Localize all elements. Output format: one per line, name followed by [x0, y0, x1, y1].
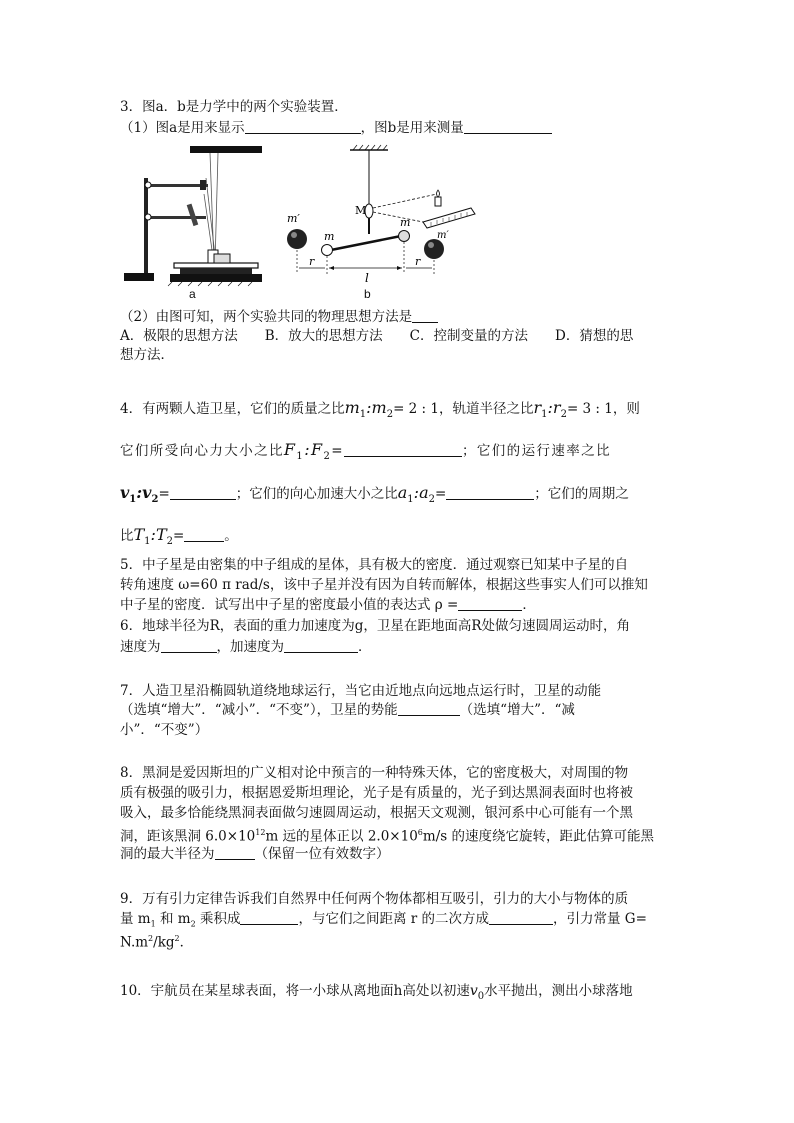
q4-period-ratio-symbols: $T_1:T_2$ — [133, 525, 173, 548]
figure-b-large-ball-right — [424, 239, 444, 259]
q10-v0-symbol: $v_0$ — [469, 983, 485, 1002]
q9-line2-text-a: 量 m — [120, 911, 151, 927]
q9-blank-2[interactable] — [489, 910, 553, 925]
q3-stem: 3．图a．b是力学中的两个实验装置． — [120, 99, 348, 115]
q8-line2: 质有极强的吸引力，根据恩爱斯坦理论，光子是有质量的，光子到达黑洞表面时也将被 — [120, 785, 633, 801]
figure-b-label: b — [364, 287, 371, 301]
q10-line1-text-b: 水平抛出，测出小球落地 — [484, 983, 633, 999]
q7-line2-text-a: （选填“增大”．“减小”．“不变”），卫星的势能 — [120, 702, 398, 718]
q4-line4-text-a: 比 — [120, 528, 134, 544]
q9-exp2: 2 — [174, 934, 180, 943]
q8-line5-text-a: 洞的最大半径为 — [120, 846, 215, 862]
q8-blank-radius[interactable] — [215, 845, 255, 860]
q8-line4-text-a: 洞，距该黑洞 6.0×10 — [120, 828, 256, 845]
q9-line2-text-d: ，与它们之间距离 r 的二次方成 — [298, 911, 490, 927]
q8-line1: 8．黑洞是爱因斯坦的广义相对论中预言的一种特殊天体，它的密度极大，对周围的物 — [120, 765, 629, 781]
q4-line1-text-a: 4．有两颗人造卫星，它们的质量之比 — [120, 401, 345, 417]
q9-line1: 9．万有引力定律告诉我们自然界中任何两个物体都相互吸引，引力的大小与物体的质 — [120, 891, 629, 907]
q9-blank-1[interactable] — [240, 910, 298, 925]
q9-sub1: 1 — [150, 919, 156, 929]
q9-exp1: 2 — [148, 934, 154, 943]
q3-blank-3[interactable] — [412, 308, 438, 323]
q7-line1: 7．人造卫星沿椭圆轨道绕地球运行，当它由近地点向远地点运行时，卫星的动能 — [120, 683, 602, 699]
q5-line3-text-a: 中子星的密度．试写出中子星的密度最小值的表达式 ρ = — [120, 597, 459, 613]
figure-a-top-plate — [190, 146, 262, 153]
q4-line4-text-b: 。 — [224, 528, 238, 544]
q9-line2 — [120, 910, 647, 934]
q4-blank-speed[interactable] — [170, 485, 236, 500]
q4-line1 — [120, 396, 640, 427]
q4-accel-ratio-symbols: $a_1:a_2$ — [397, 483, 435, 506]
q9-line3-text-c: ． — [179, 934, 194, 951]
q3-options-line1: A．极限的思想方法 B．放大的思想方法 C．控制变量的方法 D．猜想的思 — [120, 328, 634, 344]
figure-b-small-ball-left — [322, 245, 333, 256]
q9-line3-text-a: N.m — [120, 934, 149, 951]
q3-part1 — [120, 119, 552, 137]
q5-line3 — [120, 596, 536, 614]
q10-line1-text-a: 10．宇航员在某星球表面，将一小球从离地面h高处以初速 — [120, 983, 470, 999]
figure-b-label-r-right: r — [415, 255, 421, 268]
q8-line4-exp2: 6 — [417, 828, 423, 837]
q4-line4 — [120, 523, 238, 554]
q4-line1-text-b: ，轨道半径之比 — [439, 401, 534, 417]
q8-line4-text-b: m 远的星体正以 2.0×10 — [265, 828, 418, 845]
q9-sub2: 2 — [190, 919, 196, 929]
q8-line4-text-c: m/s 的速度绕它旋转，距此估算可能黑 — [422, 828, 654, 845]
q3-blank-1[interactable] — [245, 119, 361, 134]
q4-line2-text-b: ；它们的运行速率之比 — [461, 443, 611, 459]
q10-line1 — [120, 982, 633, 1006]
figure-b-large-ball-left — [287, 229, 307, 249]
figure-b-small-ball-right — [399, 231, 410, 242]
q5-line1: 5．中子星是由密集的中子组成的星体，具有极大的密度．通过观察已知某中子星的自 — [120, 557, 629, 573]
figure-b-label-m-left: m — [324, 230, 335, 243]
q4-line2-text-a: 它们所受向心力大小之比 — [120, 443, 284, 459]
figure-b-label-M: M — [355, 204, 367, 217]
q4-mass-ratio-symbols: $m_1:m_2$ — [344, 398, 394, 421]
q9-line2-text-c: 乘积成 — [195, 911, 241, 927]
q4-blank-accel[interactable] — [446, 485, 534, 500]
q6-line2-text-b: ，加速度为 — [216, 639, 284, 655]
q9-line3 — [120, 930, 193, 952]
q8-line3: 吸入，最多恰能绕黑洞表面做匀速圆周运动，根据天文观测，银河系中心可能有一个黑 — [120, 805, 633, 821]
q4-mass-ratio-value: = 2 : 1 — [393, 401, 439, 417]
figure-b-label-m-prime-left: m′ — [287, 212, 300, 225]
q5-line3-text-b: ． — [522, 597, 536, 613]
figure-a-apparatus — [118, 142, 268, 292]
q7-line2-text-b: （选填“增大”．“减 — [459, 702, 575, 718]
q3-options-line2: 想方法． — [120, 347, 174, 363]
q7-line3: 小”．“不变”） — [120, 722, 209, 738]
q8-line5 — [120, 845, 390, 863]
q3-part1-text-b: ，图b是用来测量 — [360, 120, 464, 136]
q4-radius-ratio-symbols: $r_1:r_2$ — [533, 398, 567, 421]
q3-part2-text: （2）由图可知，两个实验共同的物理思想方法是 — [120, 309, 413, 325]
q6-blank-accel[interactable] — [284, 638, 358, 653]
figure-a-label: a — [189, 287, 196, 301]
q9-line2-text-e: ，引力常量 G= — [553, 911, 647, 927]
q6-blank-angular[interactable] — [161, 638, 217, 653]
q4-line2 — [120, 438, 611, 469]
q4-period-eq: = — [172, 528, 185, 544]
figure-b-torsion-balance — [285, 142, 485, 290]
q3-part2 — [120, 308, 438, 326]
q5-blank-density[interactable] — [458, 596, 522, 611]
q4-force-ratio-symbols: $F_1:F_2$ — [283, 440, 332, 463]
q3-blank-2[interactable] — [464, 119, 552, 134]
q4-force-eq: = — [331, 443, 344, 459]
q6-line2-text-c: ． — [358, 639, 372, 655]
q4-line3-text-a: ；它们的向心加速大小之比 — [235, 486, 398, 502]
q4-line3 — [120, 481, 629, 512]
q4-radius-ratio-value: = 3 : 1 — [566, 401, 613, 417]
q4-accel-eq: = — [434, 486, 447, 502]
q6-line2-text-a: 速度为 — [120, 639, 161, 655]
q9-line2-text-b: 和 m — [155, 911, 191, 927]
q3-part1-text-a: （1）图a是用来显示 — [120, 120, 245, 136]
q4-line1-text-c: ，则 — [612, 401, 640, 417]
q7-blank-potential[interactable] — [398, 701, 460, 716]
q5-line2: 转角速度 ω=60 π rad/s，该中子星并没有因为自转而解体，根据这些事实人们可以推知 — [120, 577, 648, 593]
figure-b-label-r-left: r — [309, 255, 315, 268]
q9-line3-text-b: /kg — [153, 934, 175, 951]
q6-line2 — [120, 638, 372, 656]
figure-b-label-l: l — [365, 271, 369, 285]
q7-line2 — [120, 701, 575, 719]
q6-line1: 6．地球半径为R，表面的重力加速度为g，卫星在距地面高R处做匀速圆周运动时，角 — [120, 618, 631, 634]
q8-line5-text-b: （保留一位有效数字） — [254, 846, 390, 862]
q4-speed-eq: = — [158, 486, 170, 502]
q4-speed-ratio-symbols: $v_1:v_2$ — [120, 483, 159, 506]
q8-line4-exp1: 12 — [255, 828, 266, 837]
q8-line4 — [120, 824, 654, 846]
q4-blank-period[interactable] — [184, 527, 224, 542]
figure-b-label-m-prime-right: m′ — [437, 230, 449, 241]
q4-line3-text-b: ；它们的周期之 — [534, 486, 629, 502]
figure-b-label-m-right: m — [400, 216, 411, 229]
q4-blank-force[interactable] — [344, 442, 462, 457]
